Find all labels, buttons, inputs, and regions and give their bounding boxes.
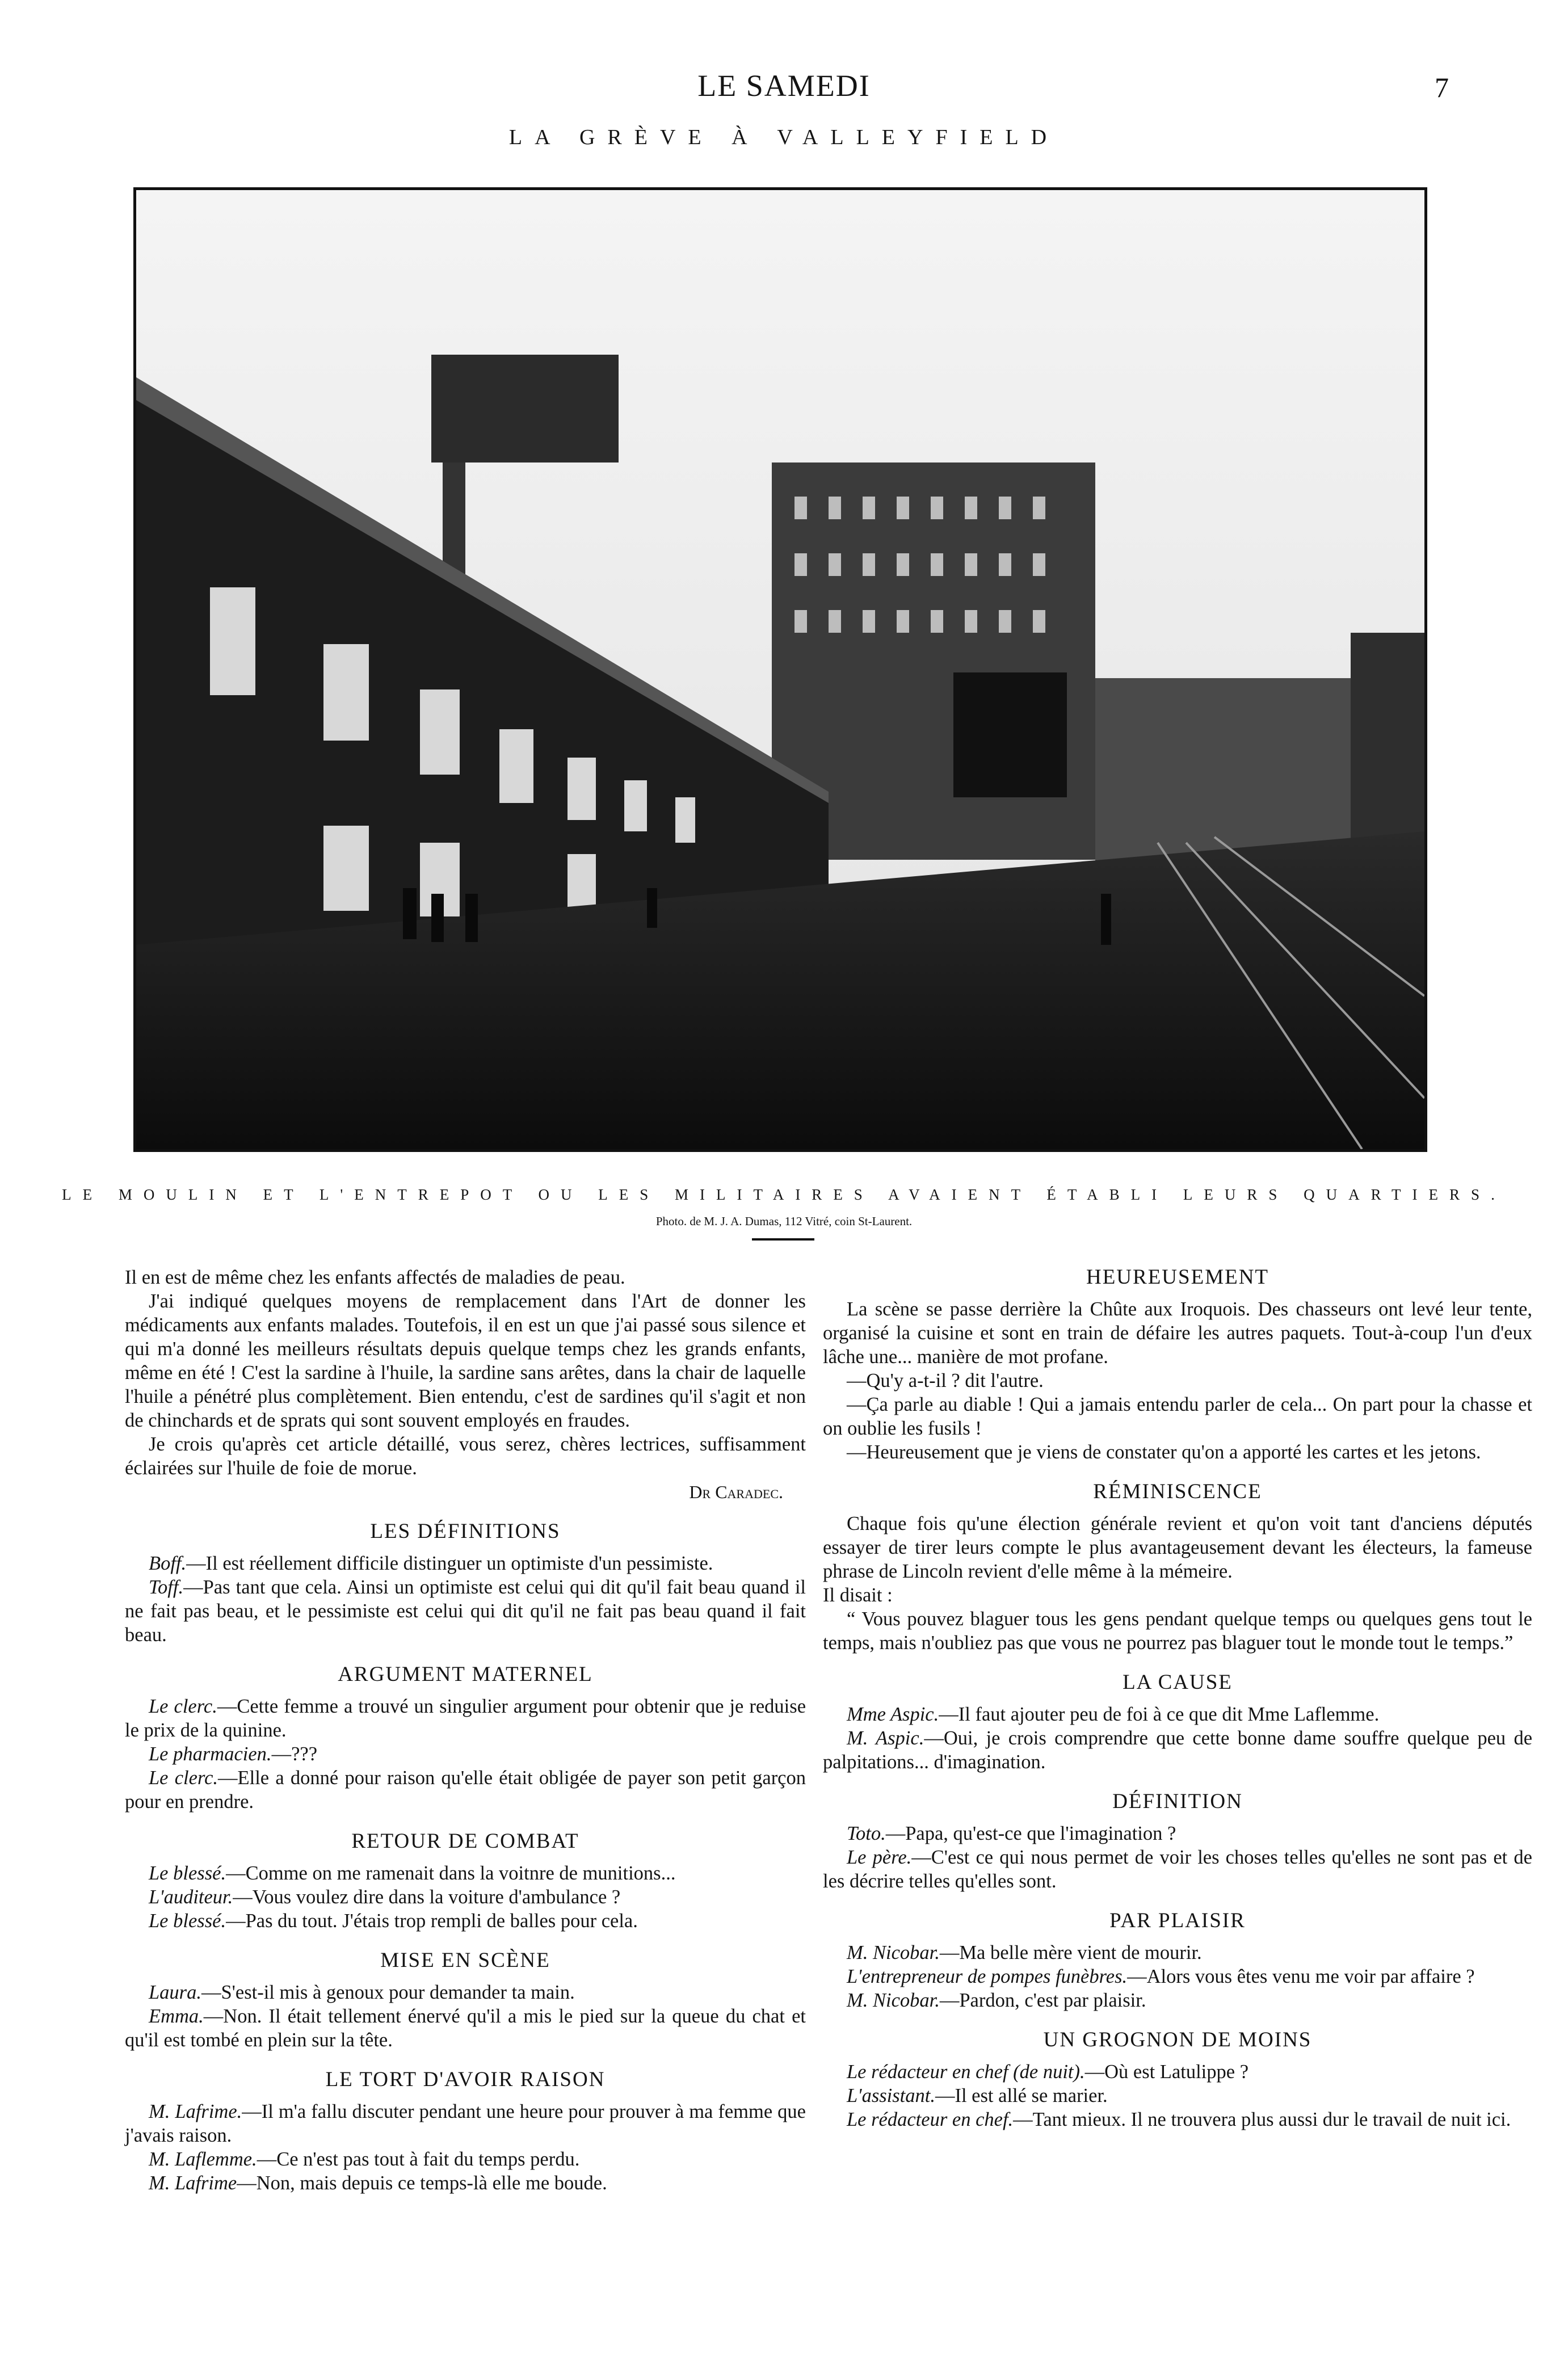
speaker: Toto. <box>847 1823 886 1844</box>
signature: Dr Caradec. <box>689 1482 783 1502</box>
speaker: M. Lafrime. <box>149 2101 242 2122</box>
dialogue-text: —Ce n'est pas tout à fait du temps perdu. <box>257 2148 580 2170</box>
dialogue-text: —Alors vous êtes venu me voir par affaire ? <box>1127 1966 1475 1987</box>
section-title: MISE EN SCÈNE <box>380 1949 550 1972</box>
speaker: Laura. <box>149 1982 201 2003</box>
newspaper-title: LE SAMEDI <box>697 69 871 103</box>
speaker: M. Lafrime <box>149 2172 237 2194</box>
intro-paragraph: J'ai indiqué quelques moyens de remplacement dans l'Art de donner les médicaments aux enfants malades. Toutefois, il en est un que j'ai passé sous silence et qui m'a donné les meilleurs résultats depuis quelque temps chez les grands enfants, même en été ! C'est la sardine à l'huile, la sardine sans arêtes, dans la chair de laquelle l'huile a pénétré plus complètement. Bien entendu, c'est de sardines qu'il s'agit et non de chinchards et de sprats qui sont souvent employés en fraudes. <box>125 1290 806 1431</box>
paragraph: —Qu'y a-t-il ? dit l'autre. <box>847 1370 1044 1391</box>
divider <box>752 1238 814 1241</box>
section-title: ARGUMENT MATERNEL <box>338 1663 593 1686</box>
dialogue-text: —Cette femme a trouvé un singulier argument pour obtenir que je reduise le prix de la quinine. <box>125 1696 806 1741</box>
dialogue-text: —Il est réellement difficile distinguer un optimiste d'un pessimiste. <box>186 1553 713 1574</box>
speaker: L'entrepreneur de pompes funèbres. <box>847 1966 1128 1987</box>
quotation: “ Vous pouvez blaguer tous les gens pendant quelque temps ou quelques gens tout le temps, mais n'oubliez pas que vous ne pourrez pas blaguer tout le monde tout le temps.” <box>823 1608 1532 1654</box>
speaker: Le rédacteur en chef. <box>847 2109 1014 2130</box>
dialogue-text: —Comme on me ramenait dans la voitnre de munitions... <box>226 1862 676 1884</box>
dialogue-text: —Il m'a fallu discuter pendant une heure pour prouver à ma femme que j'avais raison. <box>125 2101 806 2146</box>
right-column <box>823 1265 1532 2131</box>
paragraph: Il disait : <box>823 1584 893 1606</box>
page-number: 7 <box>1435 72 1449 103</box>
dialogue-text: —Papa, qu'est-ce que l'imagination ? <box>885 1823 1176 1844</box>
section-title: LES DÉFINITIONS <box>370 1520 561 1543</box>
dialogue-text: —Pardon, c'est par plaisir. <box>939 1990 1146 2011</box>
speaker: M. Nicobar. <box>847 1942 940 1963</box>
left-column <box>125 1265 806 2195</box>
dialogue-text: —??? <box>271 1743 318 1765</box>
dialogue-text: —Non, mais depuis ce temps-là elle me boude. <box>237 2172 607 2194</box>
section-title: RÉMINISCENCE <box>1093 1480 1262 1503</box>
speaker: Emma. <box>149 2005 204 2027</box>
section-title: RETOUR DE COMBAT <box>351 1830 579 1853</box>
paragraph: —Heureusement que je viens de constater qu'on a apporté les cartes et les jetons. <box>847 1441 1481 1463</box>
speaker: M. Laflemme. <box>149 2148 257 2170</box>
photo-caption: LE MOULIN ET L'ENTREPOT OU LES MILITAIRES AVAIENT ÉTABLI LEURS QUARTIERS. <box>62 1186 1506 1203</box>
section-title: HEUREUSEMENT <box>1086 1265 1269 1289</box>
intro-paragraph: Je crois qu'après cet article détaillé, vous serez, chères lectrices, suffisamment éclairées sur l'huile de foie de morue. <box>125 1433 806 1479</box>
speaker: Le clerc. <box>149 1767 218 1789</box>
speaker: Le blessé. <box>149 1910 226 1932</box>
speaker: L'assistant. <box>847 2085 935 2106</box>
speaker: Boff. <box>149 1553 187 1574</box>
speaker: Le blessé. <box>149 1862 226 1884</box>
dialogue-text: —Vous voulez dire dans la voiture d'ambulance ? <box>233 1886 621 1908</box>
paragraph: —Ça parle au diable ! Qui a jamais entendu parler de cela... On part pour la chasse et on oublie les fusils ! <box>823 1394 1532 1439</box>
dialogue-text: —Pas tant que cela. Ainsi un optimiste est celui qui dit qu'il fait beau quand il ne fait pas beau, et le pessimiste est celui qui dit qu'il ne fait pas beau quand il fait beau. <box>125 1576 806 1646</box>
paragraph: Chaque fois qu'une élection générale revient et qu'on voit tant d'anciens députés essayer de tirer leurs compte le plus avantageusement devant les électeurs, la fameuse phrase de Lincoln revient d'elle même à la mémeire. <box>823 1513 1532 1582</box>
dialogue-text: —S'est-il mis à genoux pour demander ta main. <box>201 1982 575 2003</box>
section-title: LA CAUSE <box>1123 1671 1233 1694</box>
section-title: DÉFINITION <box>1112 1790 1243 1813</box>
photo-image <box>136 190 1424 1149</box>
dialogue-text: —Où est Latulippe ? <box>1084 2061 1249 2083</box>
dialogue-text: —Non. Il était tellement énervé qu'il a mis le pied sur la queue du chat et qu'il est tombé en plein sur la tête. <box>125 2005 806 2051</box>
dialogue-text: —C'est ce qui nous permet de voir les choses telles qu'elles ne sont pas et de les décrire telles qu'elles sont. <box>823 1847 1532 1892</box>
paragraph: La scène se passe derrière la Chûte aux Iroquois. Des chasseurs ont levé leur tente, organisé la cuisine et sont en train de défaire les autres paquets. Tout-à-coup l'un d'eux lâche une... manière de mot profane. <box>823 1298 1532 1368</box>
dialogue-text: —Il est allé se marier. <box>935 2085 1108 2106</box>
speaker: L'auditeur. <box>149 1886 233 1908</box>
speaker: Le père. <box>847 1847 912 1868</box>
dialogue-text: —Pas du tout. J'étais trop rempli de balles pour cela. <box>226 1910 638 1932</box>
section-title: PAR PLAISIR <box>1109 1909 1246 1932</box>
section-title: LE TORT D'AVOIR RAISON <box>325 2068 606 2091</box>
photo-credit: Photo. de M. J. A. Dumas, 112 Vitré, coin St-Laurent. <box>655 1214 913 1228</box>
speaker: Le rédacteur en chef (de nuit). <box>847 2061 1085 2083</box>
speaker: Le clerc. <box>149 1696 217 1717</box>
speaker: Le pharmacien. <box>149 1743 272 1765</box>
speaker: M. Nicobar. <box>847 1990 940 2011</box>
dialogue-text: —Oui, je crois comprendre que cette bonne dame souffre quelque peu de palpitations... d'imagination. <box>823 1727 1533 1773</box>
section-title: UN GROGNON DE MOINS <box>1043 2028 1312 2051</box>
speaker: Toff. <box>149 1576 184 1598</box>
intro-paragraph: Il en est de même chez les enfants affectés de maladies de peau. <box>125 1267 625 1288</box>
factory-photograph <box>133 187 1427 1152</box>
dialogue-text: —Ma belle mère vient de mourir. <box>939 1942 1202 1963</box>
speaker: Mme Aspic. <box>847 1704 939 1725</box>
dialogue-text: —Elle a donné pour raison qu'elle était obligée de payer son petit garçon pour en prendre. <box>125 1767 806 1813</box>
dialogue-text: —Tant mieux. Il ne trouvera plus aussi dur le travail de nuit ici. <box>1013 2109 1511 2130</box>
speaker: M. Aspic. <box>847 1727 924 1749</box>
dialogue-text: —Il faut ajouter peu de foi à ce que dit Mme Laflemme. <box>939 1704 1380 1725</box>
article-headline: LA GRÈVE À VALLEYFIELD <box>508 125 1060 149</box>
